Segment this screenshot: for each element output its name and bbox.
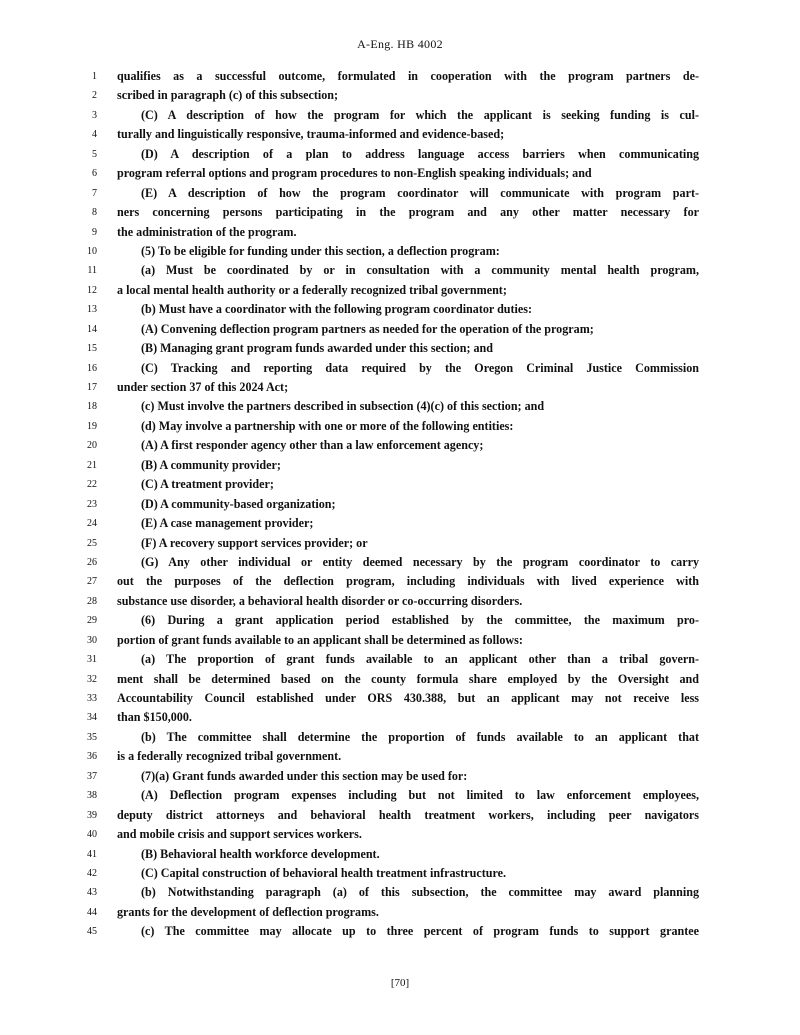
line-number: 7 <box>92 187 97 199</box>
document-line <box>0 631 800 650</box>
document-line <box>0 242 800 261</box>
document-line <box>0 825 800 844</box>
line-text: (6) During a grant application period established by the committee, the maximum pro- <box>141 613 699 628</box>
document-line <box>0 534 800 553</box>
document-line <box>0 300 800 319</box>
line-number: 43 <box>87 887 97 899</box>
line-text: (C) Tracking and reporting data required by the Oregon Criminal Justice Commission <box>141 360 699 375</box>
line-number: 41 <box>87 848 97 860</box>
line-text: (A) A first responder agency other than a law enforcement agency; <box>141 438 484 453</box>
document-line <box>0 125 800 144</box>
document-line <box>0 903 800 922</box>
line-number: 22 <box>87 479 97 491</box>
document-line <box>0 320 800 339</box>
document-line <box>0 475 800 494</box>
line-text: scribed in paragraph (c) of this subsection; <box>117 88 339 103</box>
line-number: 19 <box>87 420 97 432</box>
line-number: 38 <box>87 790 97 802</box>
line-text: (D) A community-based organization; <box>141 496 336 511</box>
line-number: 24 <box>87 518 97 530</box>
line-text: turally and linguistically responsive, trauma-informed and evidence-based; <box>117 127 505 142</box>
document-line <box>0 650 800 669</box>
document-line <box>0 708 800 727</box>
line-text: (C) Capital construction of behavioral health treatment infrastructure. <box>141 865 507 880</box>
document-line <box>0 611 800 630</box>
document-line <box>0 417 800 436</box>
line-text: (b) Must have a coordinator with the following program coordinator duties: <box>141 302 533 317</box>
line-text: deputy district attorneys and behavioral health treatment workers, including peer navigators <box>117 807 699 822</box>
line-text: (5) To be eligible for funding under this section, a deflection program: <box>141 243 500 258</box>
document-line <box>0 883 800 902</box>
line-number: 34 <box>87 712 97 724</box>
line-number: 44 <box>87 906 97 918</box>
document-line <box>0 145 800 164</box>
line-text: (a) Must be coordinated by or in consultation with a community mental health program, <box>141 263 699 278</box>
document-line <box>0 436 800 455</box>
line-number: 17 <box>87 382 97 393</box>
document-line <box>0 806 800 825</box>
document-line <box>0 203 800 222</box>
line-text: Accountability Council established under ORS 430.388, but an applicant may not receive less <box>117 691 699 705</box>
line-text: than $150,000. <box>117 710 192 725</box>
line-number: 33 <box>87 693 97 704</box>
line-number: 25 <box>87 537 97 549</box>
line-number: 13 <box>87 304 97 316</box>
line-text: (c) The committee may allocate up to three percent of program funds to support grantee <box>141 924 699 939</box>
document-line <box>0 106 800 125</box>
document-line <box>0 786 800 805</box>
line-text: (7)(a) Grant funds awarded under this section may be used for: <box>141 768 468 783</box>
line-text: is a federally recognized tribal government. <box>117 749 342 764</box>
line-number: 18 <box>87 401 97 413</box>
line-text: (A) Deflection program expenses including but not limited to law enforcement employees, <box>141 788 699 803</box>
document-line <box>0 689 800 708</box>
page-number: [70] <box>390 977 410 989</box>
line-text: under section 37 of this 2024 Act; <box>117 380 289 394</box>
line-text: portion of grant funds available to an applicant shall be determined as follows: <box>117 632 523 647</box>
line-number: 3 <box>92 109 97 121</box>
line-text: the administration of the program. <box>117 224 297 239</box>
line-number: 36 <box>87 751 97 763</box>
line-number: 27 <box>87 576 97 588</box>
document-line <box>0 553 800 572</box>
document-line <box>0 514 800 533</box>
document-line <box>0 223 800 242</box>
document-line <box>0 747 800 766</box>
line-text: out the purposes of the deflection program, including individuals with lived experience with <box>117 574 699 589</box>
line-text: substance use disorder, a behavioral health disorder or co-occurring disorders. <box>117 593 523 608</box>
line-number: 28 <box>87 595 97 607</box>
line-text: qualifies as a successful outcome, formulated in cooperation with the program partners de- <box>117 69 699 83</box>
page-header: A-Eng. HB 4002 <box>357 37 443 51</box>
line-number: 29 <box>87 615 97 627</box>
line-text: (A) Convening deflection program partners as needed for the operation of the program; <box>141 321 594 336</box>
document-line <box>0 592 800 611</box>
line-number: 15 <box>87 343 97 355</box>
line-text: (E) A case management provider; <box>141 516 314 531</box>
document-line <box>0 164 800 183</box>
line-number: 1 <box>92 71 97 82</box>
line-number: 8 <box>92 207 97 219</box>
line-text: (C) A treatment provider; <box>141 477 274 492</box>
line-text: (E) A description of how the program coordinator will communicate with program part- <box>141 185 699 200</box>
text-body <box>0 67 800 942</box>
line-text: (B) Behavioral health workforce development. <box>141 846 380 861</box>
line-text: (d) May involve a partnership with one or more of the following entities: <box>141 418 514 433</box>
document-line <box>0 767 800 786</box>
line-text: ners concerning persons participating in the program and any other matter necessary for <box>117 205 699 220</box>
line-text: ment shall be determined based on the county formula share employed by the Oversight and <box>117 671 699 686</box>
document-line <box>0 339 800 358</box>
line-number: 20 <box>87 440 97 452</box>
line-text: (D) A description of a plan to address language access barriers when communicating <box>141 146 699 161</box>
line-number: 12 <box>87 284 97 296</box>
document-line <box>0 456 800 475</box>
line-number: 35 <box>87 731 97 743</box>
document-line <box>0 86 800 105</box>
line-number: 4 <box>92 129 97 141</box>
line-number: 37 <box>87 770 97 782</box>
document-line <box>0 670 800 689</box>
line-text: a local mental health authority or a federally recognized tribal government; <box>117 282 507 297</box>
line-number: 2 <box>92 90 97 102</box>
line-number: 40 <box>87 829 97 841</box>
document-line <box>0 845 800 864</box>
document-line <box>0 864 800 883</box>
document-line <box>0 184 800 203</box>
document-line <box>0 922 800 941</box>
line-number: 42 <box>87 867 97 879</box>
line-number: 23 <box>87 498 97 510</box>
document-line <box>0 572 800 591</box>
line-number: 10 <box>87 245 97 257</box>
document-line <box>0 67 800 86</box>
line-text: (c) Must involve the partners described in subsection (4)(c) of this section; and <box>141 399 545 414</box>
line-text: program referral options and program procedures to non-English speaking individuals; and <box>117 166 592 181</box>
line-text: (a) The proportion of grant funds available to an applicant other than a tribal govern- <box>141 652 699 667</box>
line-text: (C) A description of how the program for which the applicant is seeking funding is cul- <box>141 107 699 122</box>
line-text: (b) Notwithstanding paragraph (a) of this subsection, the committee may award planning <box>141 885 699 900</box>
line-number: 16 <box>87 362 97 374</box>
line-text: (F) A recovery support services provider; or <box>141 535 368 550</box>
document-line <box>0 378 800 397</box>
line-number: 5 <box>92 148 97 160</box>
document-line <box>0 359 800 378</box>
line-text: (G) Any other individual or entity deemed necessary by the program coordinator to carry <box>141 554 699 569</box>
line-number: 21 <box>87 459 97 471</box>
document-line <box>0 281 800 300</box>
line-number: 11 <box>87 265 97 277</box>
line-number: 9 <box>92 226 97 238</box>
line-number: 31 <box>87 654 97 666</box>
line-number: 26 <box>87 556 97 568</box>
line-number: 39 <box>87 809 97 821</box>
document-line <box>0 728 800 747</box>
document-line <box>0 397 800 416</box>
line-text: grants for the development of deflection programs. <box>117 904 379 919</box>
line-text: (b) The committee shall determine the proportion of funds available to an applicant that <box>141 729 699 744</box>
line-number: 32 <box>87 673 97 685</box>
document-line <box>0 261 800 280</box>
line-text: (B) A community provider; <box>141 457 281 472</box>
line-number: 45 <box>87 926 97 938</box>
line-number: 6 <box>92 168 97 180</box>
line-text: and mobile crisis and support services workers. <box>117 827 362 842</box>
line-number: 30 <box>87 634 97 646</box>
line-number: 14 <box>87 323 97 335</box>
document-line <box>0 495 800 514</box>
line-text: (B) Managing grant program funds awarded under this section; and <box>141 341 493 356</box>
